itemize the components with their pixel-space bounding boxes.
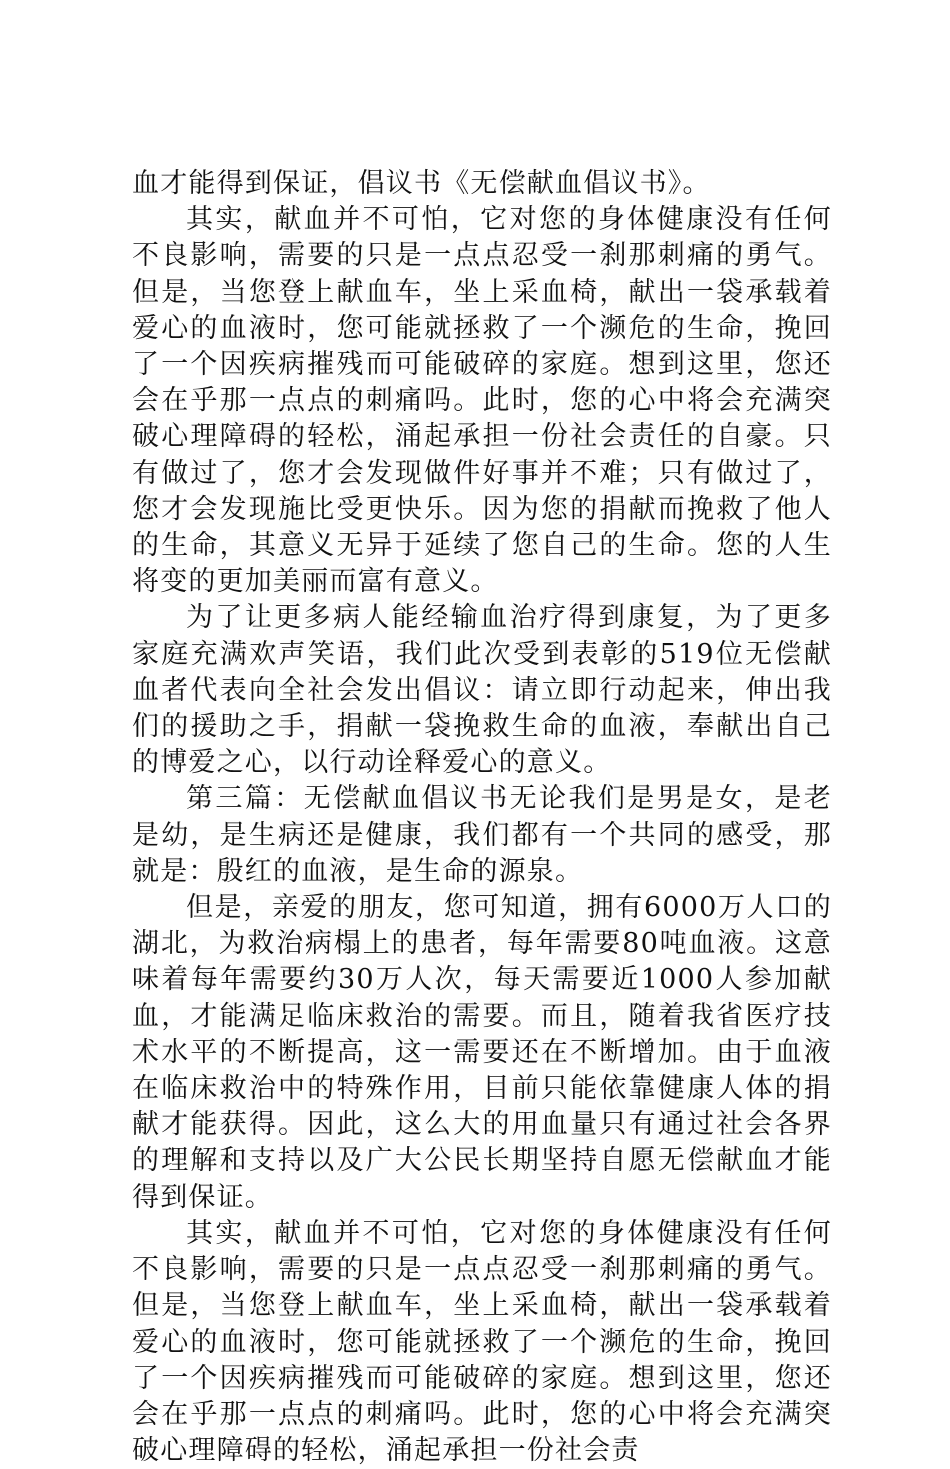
paragraph-hubei-blood-demand: 但是，亲爱的朋友，您可知道，拥有6000万人口的湖北，为救治病榻上的患者，每年需要80吨血液。这意味着每年需要约30万人次，每天需要近1000人参加献血，才能满足临床救治的需要。而且，随着我省医疗技术水平的不断提高，这一需要还在不断增加。由于血液在临床救治中的特殊作用，目前只能依靠健康人体的捐献才能获得。因此，这么大的用血量只有通过社会各界的理解和支持以及广大公民长期坚持自愿无偿献血才能得到保证。 xyxy=(132,892,832,1213)
paragraph-blood-donation-courage-repeat: 其实，献血并不可怕，它对您的身体健康没有任何不良影响，需要的只是一点点忍受一刹那刺痛的勇气。但是，当您登上献血车，坐上采血椅，献出一袋承载着爱心的血液时，您可能就拯救了一个濒危的生命，挽回了一个因疾病摧残而可能破碎的家庭。想到这里，您还会在乎那一点点的刺痛吗。此时，您的心中将会充满突破心理障碍的轻松，涌起承担一份社会责 xyxy=(132,1217,832,1467)
paragraph-blood-donation-courage: 其实，献血并不可怕，它对您的身体健康没有任何不良影响，需要的只是一点点忍受一刹那刺痛的勇气。但是，当您登上献血车，坐上采血椅，献出一袋承载着爱心的血液时，您可能就拯救了一个濒危的生命，挽回了一个因疾病摧残而可能破碎的家庭。想到这里，您还会在乎那一点点的刺痛吗。此时，您的心中将会充满突破心理障碍的轻松，涌起承担一份社会责任的自豪。只有做过了，您才会发现做件好事并不难；只有做过了，您才会发现施比受更快乐。因为您的捐献而挽救了他人的生命，其意义无异于延续了您自己的生命。您的人生将变的更加美丽而富有意义。 xyxy=(132,204,832,598)
document-page xyxy=(132,166,832,1469)
paragraph-chapter-three-intro: 第三篇：无偿献血倡议书无论我们是男是女，是老是幼，是生病还是健康，我们都有一个共同的感受，那就是：殷红的血液，是生命的源泉。 xyxy=(132,783,832,887)
paragraph-continuation: 血才能得到保证，倡议书《无偿献血倡议书》。 xyxy=(132,168,711,199)
paragraph-call-to-action: 为了让更多病人能经输血治疗得到康复，为了更多家庭充满欢声笑语，我们此次受到表彰的519位无偿献血者代表向全社会发出倡议：请立即行动起来，伸出我们的援助之手，捐献一袋挽救生命的血液，奉献出自己的博爱之心，以行动诠释爱心的意义。 xyxy=(132,602,832,779)
